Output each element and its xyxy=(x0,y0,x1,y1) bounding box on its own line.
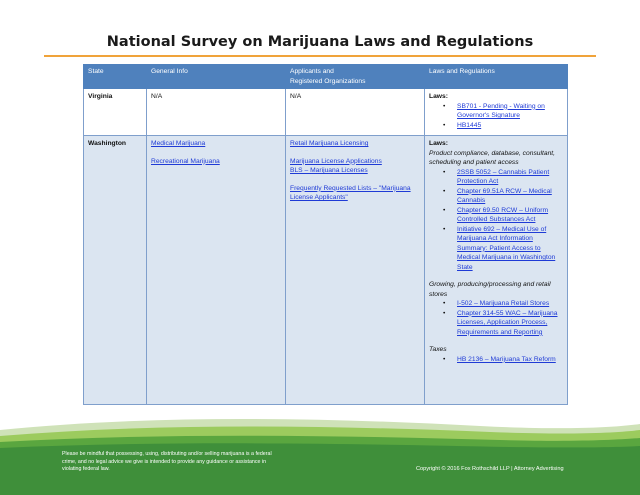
header-laws: Laws and Regulations xyxy=(425,65,568,89)
header-state: State xyxy=(84,65,147,89)
link-chapter-314-55[interactable]: • Chapter 314-55 WAC – Marijuana Licenses, Application Process, Requirements and Reporting xyxy=(457,309,558,336)
state-virginia: Virginia xyxy=(84,89,147,136)
list-item xyxy=(457,206,563,225)
link-i-502[interactable]: • I-502 – Marijuana Retail Stores xyxy=(457,300,550,308)
title-rule xyxy=(44,55,596,57)
washington-applicants xyxy=(286,136,425,405)
list-item xyxy=(457,121,563,131)
table-header-row xyxy=(84,65,568,89)
list-item xyxy=(457,187,563,206)
laws-label: Laws: xyxy=(429,140,448,148)
link-requested-lists[interactable]: Frequently Requested Lists – "Marijuana License Applicants" xyxy=(290,184,411,202)
footer-copyright: Copyright © 2016 Fox Rothschild LLP | Attorney Advertising xyxy=(416,466,564,472)
state-washington: Washington xyxy=(84,136,147,405)
link-retail-licensing[interactable]: Retail Marijuana Licensing xyxy=(290,140,369,148)
list-item xyxy=(457,299,563,309)
laws-table xyxy=(83,64,568,405)
list-item xyxy=(457,225,563,273)
page-title: National Survey on Marijuana Laws and Regulations xyxy=(106,34,534,50)
link-hb1445[interactable]: • HB1445 xyxy=(457,121,482,129)
virginia-applicants: N/A xyxy=(286,89,425,136)
laws-intro: Product compliance, database, consultant, scheduling and patient access xyxy=(429,149,556,167)
washington-laws-cell xyxy=(425,136,568,405)
link-sb701[interactable]: • SB701 - Pending - Waiting on Governor's Signature xyxy=(457,102,545,120)
table-row-virginia xyxy=(84,89,568,136)
link-recreational-marijuana[interactable]: Recreational Marijuana xyxy=(151,157,220,165)
footer-disclaimer: Please be mindful that possessing, using, distributing and/or selling marijuana is a federal crime, and no legal advice we give is intended to provide any guidance or assistance in violating federal law. xyxy=(62,451,272,473)
taxes-label: Taxes xyxy=(429,346,447,354)
washington-laws-list xyxy=(429,168,563,273)
washington-growing-list xyxy=(429,299,563,337)
virginia-laws-list xyxy=(429,102,563,131)
washington-general-info xyxy=(147,136,286,405)
link-license-applications[interactable]: Marijuana License Applications xyxy=(290,157,382,165)
laws-label: Laws: xyxy=(429,93,448,101)
washington-taxes-list xyxy=(429,355,563,365)
growing-label: Growing, producing/processing and retail stores xyxy=(429,281,551,298)
link-bls-licenses[interactable]: BLS – Marijuana Licenses xyxy=(290,167,368,175)
link-medical-marijuana[interactable]: Medical Marijuana xyxy=(151,140,206,148)
list-item xyxy=(457,355,563,365)
virginia-laws-cell xyxy=(425,89,568,136)
link-2ssb-5052[interactable]: • 2SSB 5052 – Cannabis Patient Protection Act xyxy=(457,168,550,186)
header-general-info: General Info xyxy=(147,65,286,89)
link-chapter-69-50[interactable]: • Chapter 69.50 RCW – Uniform Controlled Substances Act xyxy=(457,206,549,224)
table-row-washington xyxy=(84,136,568,405)
virginia-general-info: N/A xyxy=(147,89,286,136)
list-item xyxy=(457,102,563,121)
list-item xyxy=(457,168,563,187)
link-initiative-692[interactable]: • Initiative 692 – Medical Use of Marijuana Act Information Summary: Patient Access to Medical Marijuana in Washington State xyxy=(457,225,556,271)
link-hb-2136[interactable]: • HB 2136 – Marijuana Tax Reform xyxy=(457,355,556,363)
header-applicants: Applicants and Registered Organizations xyxy=(286,65,425,89)
list-item xyxy=(457,309,563,338)
link-chapter-69-51a[interactable]: • Chapter 69.51A RCW – Medical Cannabis xyxy=(457,187,552,205)
